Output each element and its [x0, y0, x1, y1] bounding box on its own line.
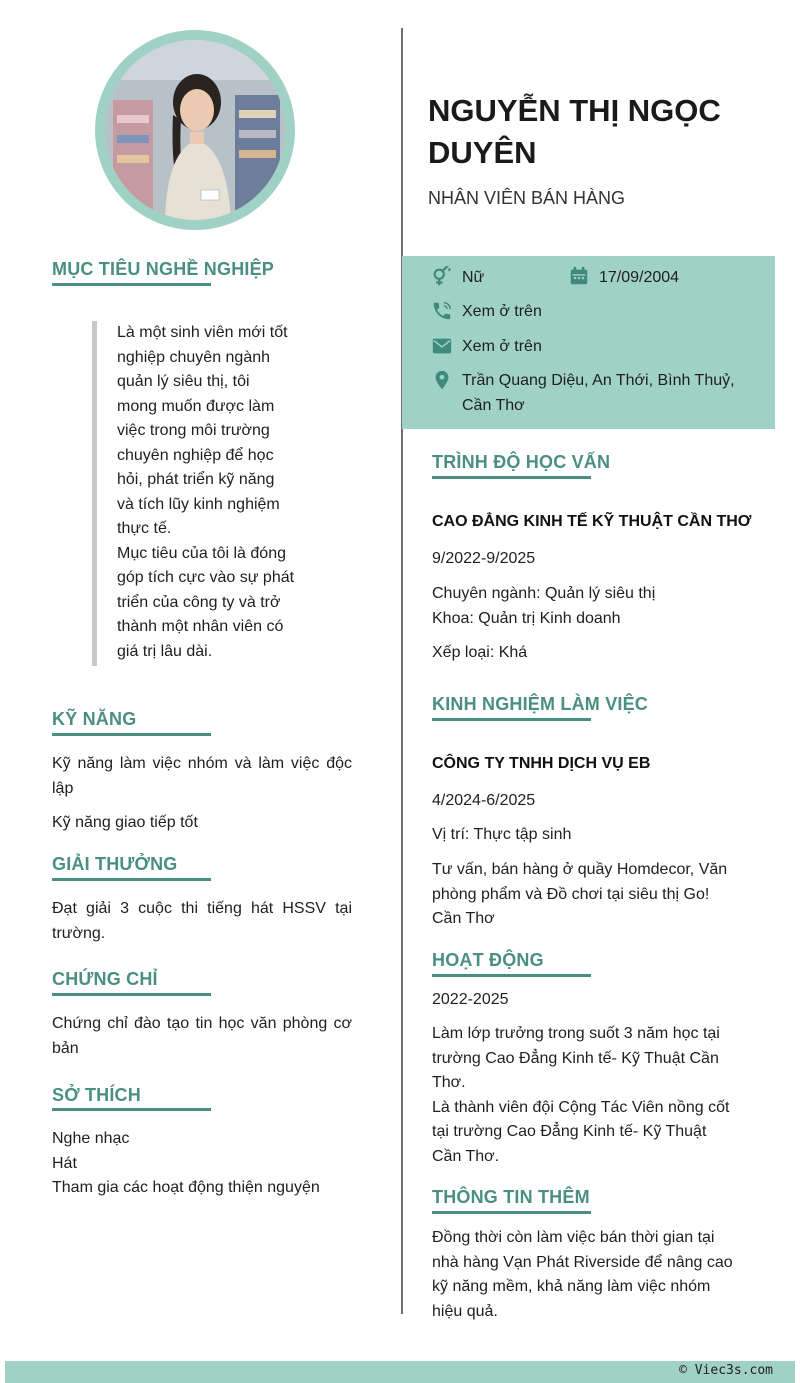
gender-value: Nữ — [462, 269, 485, 286]
objective-quote-bar — [92, 321, 97, 666]
experience-title: KINH NGHIỆM LÀM VIỆC — [432, 694, 649, 714]
experience-line: phòng phẩm và Đồ chơi tại siêu thị Go! — [432, 885, 710, 903]
more-info-line: hiệu quả. — [432, 1302, 498, 1320]
objective-line: triển của công ty và trở — [117, 593, 281, 611]
objective-line: việc trong môi trường — [117, 422, 270, 439]
more-info-line: Đồng thời còn làm việc bán thời gian tại — [432, 1229, 715, 1246]
more-info-title: THÔNG TIN THÊM — [432, 1187, 590, 1207]
activity-line: tại trường Cao Đẳng Kinh tế- Kỹ Thuật — [432, 1123, 707, 1140]
education-title: TRÌNH ĐỘ HỌC VẤN — [432, 452, 611, 472]
activity-line: trường Cao Đẳng Kinh tế- Kỹ Thuật Cần — [432, 1049, 719, 1067]
certificate-text: Chứng chỉ đào tạo tin học văn phòng cơ bản — [52, 1015, 352, 1057]
awards-title-underline — [52, 878, 211, 881]
experience-line: Tư vấn, bán hàng ở quầy Homdecor, Văn — [432, 861, 728, 878]
address-value — [462, 369, 762, 418]
objective-line: mong muốn được làm — [117, 397, 275, 415]
education-major: Chuyên ngành: Quản lý siêu thị — [432, 585, 656, 602]
hobby-item: Hát — [52, 1154, 77, 1172]
education-grade: Xếp loại: Khá — [432, 644, 528, 661]
profile-photo — [105, 40, 285, 220]
activity-line: Làm lớp trưởng trong suốt 3 năm học tại — [432, 1025, 720, 1042]
more-info-line: nhà hàng Vạn Phát Riverside để nâng cao — [432, 1253, 733, 1271]
objective-line: thành một nhân viên có — [117, 618, 284, 635]
objective-line: góp tích cực vào sự phát — [117, 569, 295, 586]
hobbies-list — [52, 1127, 372, 1201]
email-icon — [431, 335, 453, 357]
candidate-name: NGUYỄN THỊ NGỌC DUYÊN — [428, 93, 721, 170]
objective-line: hỏi, phát triển kỹ năng — [117, 471, 275, 488]
education-title-underline — [432, 476, 591, 479]
school-name: CAO ĐẲNG KINH TẾ KỸ THUẬT CẦN THƠ — [432, 513, 752, 530]
activity-line: Là thành viên đội Cộng Tác Viên nồng cốt — [432, 1098, 730, 1116]
objective-line: Mục tiêu của tôi là đóng — [117, 544, 286, 562]
experience-description — [432, 858, 772, 932]
education-period: 9/2022-9/2025 — [432, 550, 536, 567]
objective-line: và tích lũy kinh nghiệm — [117, 495, 280, 513]
objective-title-underline — [52, 283, 211, 286]
objective-text — [117, 321, 317, 664]
activities-title: HOẠT ĐỘNG — [432, 950, 544, 970]
skill-item: Kỹ năng giao tiếp tốt — [52, 814, 198, 831]
company-name: CÔNG TY TNHH DỊCH VỤ EB — [432, 755, 651, 772]
awards-title: GIẢI THƯỞNG — [52, 854, 178, 874]
avatar — [95, 30, 295, 230]
objective-line: thực tế. — [117, 520, 172, 537]
calendar-icon — [568, 265, 590, 287]
objective-line: nghiệp chuyên ngành — [117, 348, 271, 366]
objective-line: giá trị lâu dài. — [117, 642, 213, 660]
skill-item: Kỹ năng làm việc nhóm và làm việc độc lập — [52, 755, 352, 797]
column-divider — [401, 28, 403, 1314]
skills-title: KỸ NĂNG — [52, 709, 137, 729]
objective-line: Là một sinh viên mới tốt — [117, 324, 288, 341]
email-value: Xem ở trên — [462, 338, 542, 355]
objective-line: quản lý siêu thị, tôi — [117, 373, 250, 390]
hobbies-title: SỞ THÍCH — [52, 1085, 141, 1105]
phone-value: Xem ở trên — [462, 303, 542, 320]
hobby-item: Nghe nhạc — [52, 1130, 130, 1147]
hobby-item: Tham gia các hoạt động thiện nguyện — [52, 1179, 320, 1196]
footer-credit: © Viec3s.com — [679, 1363, 773, 1378]
objective-title: MỤC TIÊU NGHỀ NGHIỆP — [52, 259, 275, 279]
experience-line: Cần Thơ — [432, 910, 495, 927]
activities-description — [432, 1022, 772, 1169]
location-pin-icon — [431, 369, 453, 391]
activity-line: Cần Thơ. — [432, 1147, 500, 1165]
activity-line: Thơ. — [432, 1074, 466, 1091]
activities-title-underline — [432, 974, 591, 977]
objective-line: chuyên nghiệp để học — [117, 446, 274, 464]
skills-title-underline — [52, 733, 211, 736]
experience-title-underline — [432, 718, 591, 721]
award-text: Đạt giải 3 cuộc thi tiếng hát HSSV tại trường. — [52, 900, 352, 942]
address-line: Cần Thơ — [462, 396, 525, 414]
experience-position: Vị trí: Thực tập sinh — [432, 826, 572, 843]
education-details — [432, 582, 772, 631]
experience-period: 4/2024-6/2025 — [432, 792, 536, 809]
gender-icon — [431, 266, 453, 288]
job-title: NHÂN VIÊN BÁN HÀNG — [428, 188, 626, 208]
address-line: Trần Quang Diệu, An Thới, Bình Thuỷ, — [462, 372, 735, 389]
certificates-title-underline — [52, 993, 211, 996]
hobbies-title-underline — [52, 1108, 211, 1111]
activities-period: 2022-2025 — [432, 991, 509, 1008]
education-faculty: Khoa: Quản trị Kinh doanh — [432, 609, 621, 627]
more-info-line: kỹ năng mềm, khả năng làm việc nhóm — [432, 1278, 711, 1295]
phone-icon — [431, 300, 453, 322]
certificates-title: CHỨNG CHỈ — [52, 969, 158, 989]
more-info-title-underline — [432, 1211, 591, 1214]
footer-bar — [5, 1361, 795, 1383]
more-info-description — [432, 1226, 772, 1324]
dob-value: 17/09/2004 — [599, 269, 680, 286]
